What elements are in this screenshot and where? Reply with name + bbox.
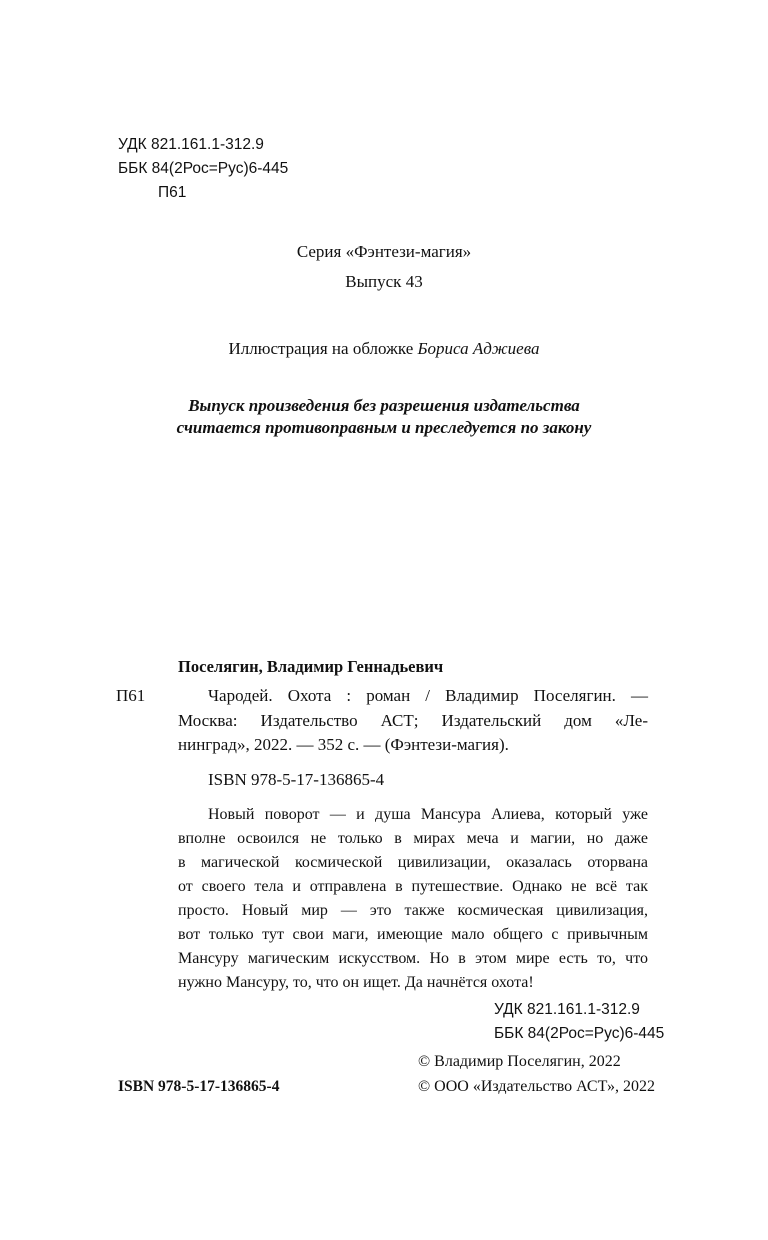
illustration-credit — [0, 337, 768, 361]
series-issue: Выпуск 43 — [345, 272, 423, 291]
annotation-line: просто. Новый мир — это также космическая цивилизация, — [178, 902, 648, 919]
copyright-publisher: © ООО «Издательство АСТ», 2022 — [418, 1078, 655, 1095]
catalog-author: Поселягин, Владимир Геннадьевич — [178, 657, 444, 676]
annotation-line: Новый поворот — и душа Мансура Алиева, который уже — [208, 806, 648, 823]
annotation-line: в магической космической цивилизации, оказалась оторвана — [178, 854, 648, 871]
copyright-author: © Владимир Поселягин, 2022 — [418, 1053, 621, 1070]
annotation-line: от своего тела и отправлена в путешествие. Однако не всё так — [178, 878, 648, 895]
catalog-isbn: ISBN 978-5-17-136865-4 — [208, 770, 385, 789]
legal-notice-line1: Выпуск произведения без разрешения издательства — [188, 396, 580, 415]
catalog-line1: Чародей. Охота : роман / Владимир Поселягин. — — [208, 686, 648, 705]
illustration-artist: Бориса Аджиева — [417, 339, 540, 358]
illustration-prefix: Иллюстрация на обложке — [228, 339, 418, 358]
header-bbk: ББК 84(2Рос=Рус)6-445 — [118, 160, 289, 177]
header-udk: УДК 821.161.1-312.9 — [118, 136, 264, 153]
footer-isbn: ISBN 978-5-17-136865-4 — [118, 1078, 280, 1095]
footer-bbk: ББК 84(2Рос=Рус)6-445 — [494, 1025, 665, 1042]
footer-udk: УДК 821.161.1-312.9 — [494, 1001, 640, 1018]
annotation-line: Мансуру магическим искусством. Но в этом мире есть то, что — [178, 950, 648, 967]
header-author-mark: П61 — [158, 184, 187, 201]
annotation-line: нужно Мансуру, то, что он ищет. Да начнётся охота! — [178, 974, 534, 991]
catalog-mark: П61 — [116, 686, 146, 705]
annotation-line: вот только тут свои маги, имеющие мало общего с привычным — [178, 926, 648, 943]
catalog-line3: нинград», 2022. — 352 с. — (Фэнтези-магия). — [178, 735, 509, 754]
catalog-line2: Москва: Издательство АСТ; Издательский дом «Ле- — [178, 711, 648, 730]
legal-notice-line2: считается противоправным и преследуется по закону — [176, 418, 592, 437]
series-name: Серия «Фэнтези-магия» — [296, 242, 472, 261]
annotation-line: вполне освоился не только в мирах меча и магии, но даже — [178, 830, 648, 847]
